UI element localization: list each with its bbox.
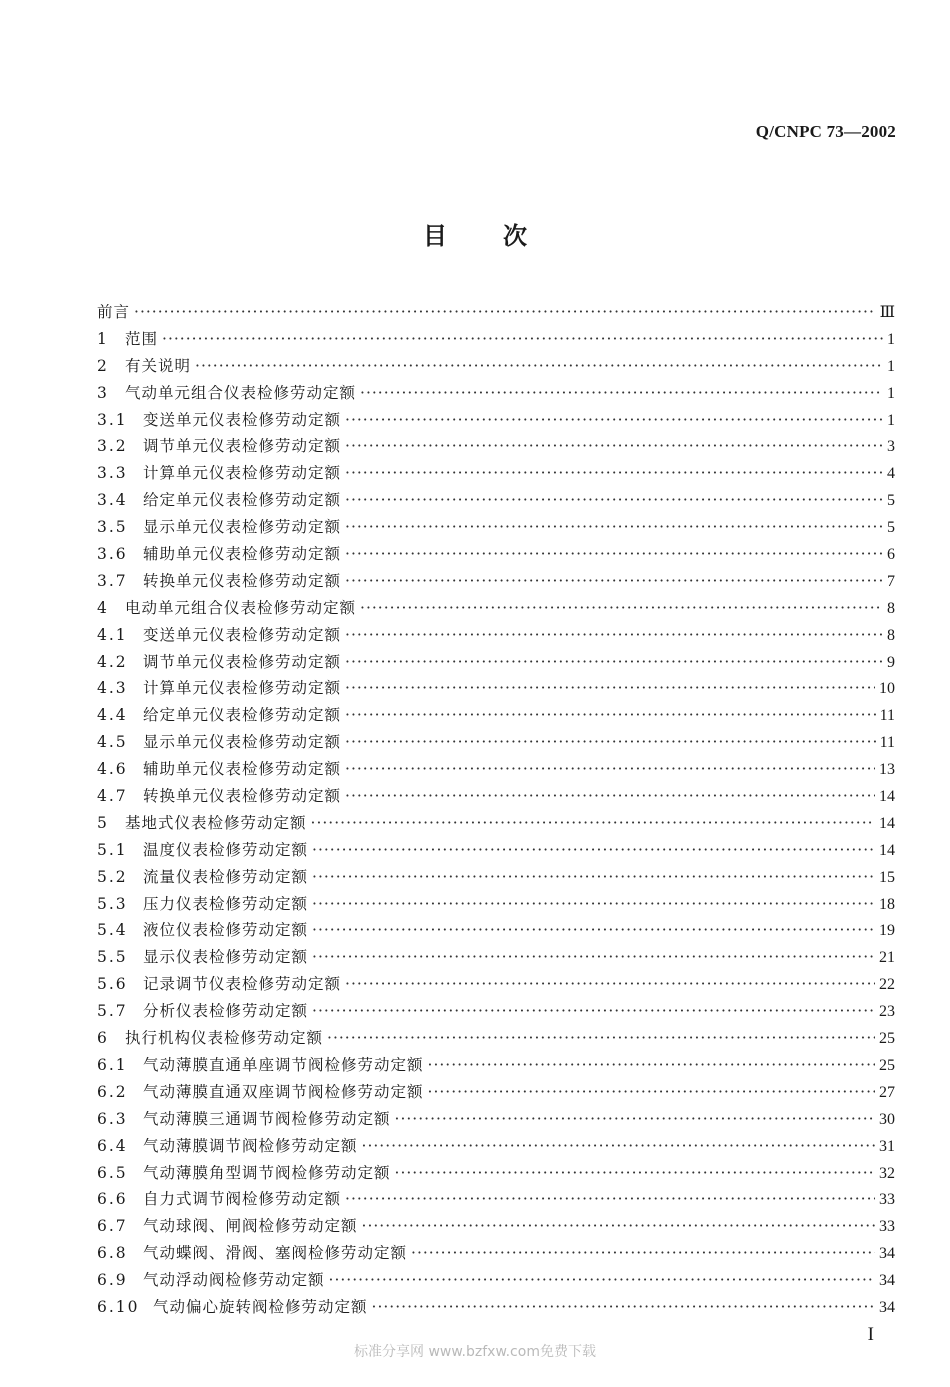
toc-entry[interactable] bbox=[97, 1241, 895, 1268]
toc-entry[interactable] bbox=[97, 650, 895, 677]
toc-entry-number: 6.10 bbox=[97, 1297, 140, 1316]
toc-entry-title: 计算单元仪表检修劳动定额 bbox=[143, 464, 342, 483]
toc-dot-leader bbox=[345, 733, 876, 751]
toc-entry[interactable] bbox=[97, 300, 895, 327]
toc-entry-title: 流量仪表检修劳动定额 bbox=[143, 867, 309, 886]
toc-dot-leader bbox=[362, 1137, 875, 1155]
toc-dot-leader bbox=[134, 303, 876, 321]
toc-entry-page: 31 bbox=[879, 1137, 895, 1155]
toc-entry[interactable] bbox=[97, 1107, 895, 1134]
toc-dot-leader bbox=[345, 464, 883, 482]
toc-entry-page: 19 bbox=[879, 922, 895, 940]
toc-entry-title: 液位仪表检修劳动定额 bbox=[143, 921, 309, 940]
toc-entry-number: 6 bbox=[97, 1029, 107, 1048]
toc-dot-leader bbox=[345, 518, 883, 536]
toc-entry-number: 4.2 bbox=[97, 652, 128, 671]
toc-dot-leader bbox=[345, 653, 883, 671]
toc-dot-leader bbox=[311, 814, 875, 832]
toc-entry-title: 气动单元组合仪表检修劳动定额 bbox=[125, 383, 357, 402]
toc-entry-title: 基地式仪表检修劳动定额 bbox=[125, 813, 307, 832]
toc-entry-page: 7 bbox=[887, 572, 895, 590]
toc-dot-leader bbox=[345, 411, 883, 429]
toc-entry-page: 30 bbox=[879, 1110, 895, 1128]
toc-entry-page: 1 bbox=[887, 357, 895, 375]
toc-entry-page: Ⅲ bbox=[879, 304, 895, 321]
toc-entry-page: 34 bbox=[879, 1298, 895, 1316]
toc-entry-number: 3.2 bbox=[97, 437, 128, 456]
toc-entry-title: 温度仪表检修劳动定额 bbox=[143, 840, 309, 859]
toc-entry-title: 调节单元仪表检修劳动定额 bbox=[143, 437, 342, 456]
toc-entry-title: 气动薄膜直通单座调节阀检修劳动定额 bbox=[143, 1055, 424, 1074]
toc-entry[interactable] bbox=[97, 1295, 895, 1322]
toc-dot-leader bbox=[345, 706, 876, 724]
toc-entry[interactable] bbox=[97, 515, 895, 542]
toc-dot-leader bbox=[312, 841, 875, 859]
toc-entry-number: 5.1 bbox=[97, 840, 128, 859]
toc-entry-page: 34 bbox=[879, 1245, 895, 1263]
toc-entry-number: 5.6 bbox=[97, 975, 128, 994]
toc-entry[interactable] bbox=[97, 892, 895, 919]
toc-entry-page: 25 bbox=[879, 1056, 895, 1074]
toc-entry-number: 4.4 bbox=[97, 706, 128, 725]
toc-entry-title: 转换单元仪表检修劳动定额 bbox=[143, 787, 342, 806]
toc-dot-leader bbox=[195, 357, 883, 375]
toc-entry-page: 33 bbox=[879, 1191, 895, 1209]
toc-entry[interactable] bbox=[97, 488, 895, 515]
toc-entry-title: 变送单元仪表检修劳动定额 bbox=[143, 410, 342, 429]
toc-entry-page: 25 bbox=[879, 1030, 895, 1048]
toc-entry-number: 3 bbox=[97, 383, 107, 402]
toc-entry-number: 3.4 bbox=[97, 491, 128, 510]
toc-dot-leader bbox=[345, 437, 883, 455]
toc-entry[interactable] bbox=[97, 811, 895, 838]
toc-entry-title: 记录调节仪表检修劳动定额 bbox=[143, 975, 342, 994]
toc-entry-number: 3.5 bbox=[97, 518, 128, 537]
toc-entry[interactable] bbox=[97, 757, 895, 784]
toc-entry[interactable] bbox=[97, 1080, 895, 1107]
toc-entry-title: 气动偏心旋转阀检修劳动定额 bbox=[153, 1297, 368, 1316]
toc-entry-title: 计算单元仪表检修劳动定额 bbox=[143, 679, 342, 698]
toc-entry-number: 4.6 bbox=[97, 760, 128, 779]
toc-entry-page: 8 bbox=[887, 599, 895, 617]
toc-entry-page: 34 bbox=[879, 1272, 895, 1290]
toc-entry-page: 5 bbox=[887, 492, 895, 510]
toc-entry[interactable] bbox=[97, 999, 895, 1026]
toc-entry[interactable] bbox=[97, 972, 895, 999]
page-number: I bbox=[867, 1324, 874, 1345]
toc-entry-title: 有关说明 bbox=[125, 356, 192, 375]
toc-entry-title: 调节单元仪表检修劳动定额 bbox=[143, 652, 342, 671]
toc-entry-number: 4.3 bbox=[97, 679, 128, 698]
toc-entry-page: 3 bbox=[887, 438, 895, 456]
toc-entry-number: 5.3 bbox=[97, 894, 128, 913]
toc-title: 目次 bbox=[423, 221, 583, 250]
document-code: Q/CNPC 73—2002 bbox=[755, 122, 896, 141]
toc-dot-leader bbox=[162, 330, 883, 348]
toc-entry[interactable] bbox=[97, 1026, 895, 1053]
toc-dot-leader bbox=[312, 921, 875, 939]
toc-entry[interactable] bbox=[97, 542, 895, 569]
toc-entry-page: 27 bbox=[879, 1083, 895, 1101]
toc-entry-number: 2 bbox=[97, 356, 107, 375]
toc-entry[interactable] bbox=[97, 623, 895, 650]
toc-entry[interactable] bbox=[97, 1134, 895, 1161]
toc-entry[interactable] bbox=[97, 945, 895, 972]
toc-entry-number: 3.1 bbox=[97, 410, 128, 429]
toc-entry-number: 5.4 bbox=[97, 921, 128, 940]
toc-entry-number: 6.1 bbox=[97, 1055, 128, 1074]
toc-entry-title: 自力式调节阀检修劳动定额 bbox=[143, 1190, 342, 1209]
toc-dot-leader bbox=[428, 1056, 875, 1074]
toc-entry-title: 辅助单元仪表检修劳动定额 bbox=[143, 545, 342, 564]
toc-entry-page: 4 bbox=[887, 465, 895, 483]
toc-entry-number: 6.2 bbox=[97, 1082, 128, 1101]
toc-entry-title: 转换单元仪表检修劳动定额 bbox=[143, 571, 342, 590]
toc-entry-title: 气动薄膜直通双座调节阀检修劳动定额 bbox=[143, 1082, 424, 1101]
toc-entry-title: 显示仪表检修劳动定额 bbox=[143, 948, 309, 967]
toc-entry-number: 4.1 bbox=[97, 625, 128, 644]
toc-entry-page: 22 bbox=[879, 976, 895, 994]
toc-entry-page: 21 bbox=[879, 949, 895, 967]
toc-entry-number: 5.7 bbox=[97, 1002, 128, 1021]
toc-entry-page: 9 bbox=[887, 653, 895, 671]
toc-dot-leader bbox=[345, 491, 883, 509]
toc-entry-page: 14 bbox=[879, 788, 895, 806]
toc-entry-title: 气动薄膜角型调节阀检修劳动定额 bbox=[143, 1163, 391, 1182]
toc-entry[interactable] bbox=[97, 676, 895, 703]
toc-dot-leader bbox=[395, 1164, 875, 1182]
toc-entry-title: 范围 bbox=[125, 329, 159, 348]
toc-entry[interactable] bbox=[97, 596, 895, 623]
toc-entry-page: 15 bbox=[879, 868, 895, 886]
toc-entry[interactable] bbox=[97, 1053, 895, 1080]
toc-entry[interactable] bbox=[97, 354, 895, 381]
toc-entry[interactable] bbox=[97, 1161, 895, 1188]
toc-entry-title: 辅助单元仪表检修劳动定额 bbox=[143, 760, 342, 779]
toc-entry-title: 气动薄膜调节阀检修劳动定额 bbox=[143, 1136, 358, 1155]
toc-dot-leader bbox=[345, 572, 883, 590]
toc-dot-leader bbox=[329, 1271, 875, 1289]
toc-entry[interactable] bbox=[97, 1187, 895, 1214]
toc-entry-number: 5 bbox=[97, 813, 107, 832]
toc-dot-leader bbox=[411, 1244, 875, 1262]
toc-entry-number: 6.8 bbox=[97, 1244, 128, 1263]
toc-entry[interactable] bbox=[97, 730, 895, 757]
toc-dot-leader bbox=[312, 948, 875, 966]
toc-dot-leader bbox=[327, 1029, 875, 1047]
toc-entry[interactable] bbox=[97, 1214, 895, 1241]
toc-entry[interactable] bbox=[97, 434, 895, 461]
toc-entry-page: 14 bbox=[879, 841, 895, 859]
toc-entry-number: 1 bbox=[97, 329, 107, 348]
toc-entry[interactable] bbox=[97, 784, 895, 811]
toc-entry-number: 3.3 bbox=[97, 464, 128, 483]
toc-dot-leader bbox=[345, 679, 875, 697]
toc-entry-number: 6.4 bbox=[97, 1136, 128, 1155]
toc-dot-leader bbox=[312, 895, 875, 913]
toc-dot-leader bbox=[345, 760, 875, 778]
toc-entry-title: 变送单元仪表检修劳动定额 bbox=[143, 625, 342, 644]
toc-entry-title: 执行机构仪表检修劳动定额 bbox=[125, 1029, 324, 1048]
toc-entry-page: 1 bbox=[887, 411, 895, 429]
toc-entry-title: 分析仪表检修劳动定额 bbox=[143, 1002, 309, 1021]
toc-dot-leader bbox=[428, 1083, 875, 1101]
toc-entry-page: 13 bbox=[879, 761, 895, 779]
toc-entry-title: 气动蝶阀、滑阀、塞阀检修劳动定额 bbox=[143, 1244, 408, 1263]
toc-dot-leader bbox=[360, 384, 883, 402]
toc-entry-page: 18 bbox=[879, 895, 895, 913]
toc-entry-number: 3.6 bbox=[97, 545, 128, 564]
toc-entry-number: 6.3 bbox=[97, 1109, 128, 1128]
toc-dot-leader bbox=[362, 1217, 875, 1235]
toc-entry-number: 3.7 bbox=[97, 571, 128, 590]
toc-entry[interactable] bbox=[97, 918, 895, 945]
toc-dot-leader bbox=[395, 1110, 875, 1128]
toc-entry-number: 6.6 bbox=[97, 1190, 128, 1209]
toc-dot-leader bbox=[345, 787, 875, 805]
toc-entry-number: 5.2 bbox=[97, 867, 128, 886]
toc-entry-page: 33 bbox=[879, 1218, 895, 1236]
toc-entry-title: 压力仪表检修劳动定额 bbox=[143, 894, 309, 913]
toc-entry-page: 5 bbox=[887, 519, 895, 537]
toc-entry-number: 5.5 bbox=[97, 948, 128, 967]
toc-entry-title: 气动球阀、闸阀检修劳动定额 bbox=[143, 1217, 358, 1236]
toc-entry-title: 给定单元仪表检修劳动定额 bbox=[143, 706, 342, 725]
toc-entry[interactable] bbox=[97, 461, 895, 488]
toc-dot-leader bbox=[345, 545, 883, 563]
toc-entry[interactable] bbox=[97, 327, 895, 354]
toc-dot-leader bbox=[345, 1190, 875, 1208]
toc-entry-number: 6.7 bbox=[97, 1217, 128, 1236]
toc-entry[interactable] bbox=[97, 381, 895, 408]
toc-entry-page: 11 bbox=[879, 734, 895, 752]
toc-entry-page: 10 bbox=[879, 680, 895, 698]
toc-entry-title: 显示单元仪表检修劳动定额 bbox=[143, 518, 342, 537]
toc-entry-title: 给定单元仪表检修劳动定额 bbox=[143, 491, 342, 510]
toc-entry-number: 4.7 bbox=[97, 787, 128, 806]
toc-entry-title: 电动单元组合仪表检修劳动定额 bbox=[125, 598, 357, 617]
toc-entry-title: 前言 bbox=[97, 303, 131, 321]
toc-entry-number: 6.5 bbox=[97, 1163, 128, 1182]
toc-entry-title: 显示单元仪表检修劳动定额 bbox=[143, 733, 342, 752]
toc-dot-leader bbox=[345, 975, 875, 993]
toc-entry-number: 4.5 bbox=[97, 733, 128, 752]
toc-entry-number: 4 bbox=[97, 598, 107, 617]
toc-entry-title: 气动薄膜三通调节阀检修劳动定额 bbox=[143, 1109, 391, 1128]
toc-entry[interactable] bbox=[97, 703, 895, 730]
toc-entry-page: 1 bbox=[887, 384, 895, 402]
toc-entry-page: 32 bbox=[879, 1164, 895, 1182]
toc-entry[interactable] bbox=[97, 1268, 895, 1295]
toc-entry-page: 14 bbox=[879, 814, 895, 832]
watermark: 标准分享网 www.bzfxw.com免费下载 bbox=[354, 1344, 596, 1360]
toc-dot-leader bbox=[345, 626, 883, 644]
toc-dot-leader bbox=[312, 868, 875, 886]
toc-entry-title: 气动浮动阀检修劳动定额 bbox=[143, 1271, 325, 1290]
toc-entry-page: 8 bbox=[887, 626, 895, 644]
toc-entry[interactable] bbox=[97, 408, 895, 435]
toc-entry-page: 1 bbox=[887, 330, 895, 348]
toc-entry-page: 11 bbox=[879, 707, 895, 725]
toc-entry-page: 23 bbox=[879, 1003, 895, 1021]
toc-entry[interactable] bbox=[97, 569, 895, 596]
table-of-contents bbox=[97, 300, 895, 1322]
toc-dot-leader bbox=[360, 599, 883, 617]
toc-dot-leader bbox=[312, 1002, 875, 1020]
toc-entry-number: 6.9 bbox=[97, 1271, 128, 1290]
toc-entry[interactable] bbox=[97, 865, 895, 892]
toc-entry-page: 6 bbox=[887, 546, 895, 564]
toc-dot-leader bbox=[372, 1298, 875, 1316]
toc-entry[interactable] bbox=[97, 838, 895, 865]
